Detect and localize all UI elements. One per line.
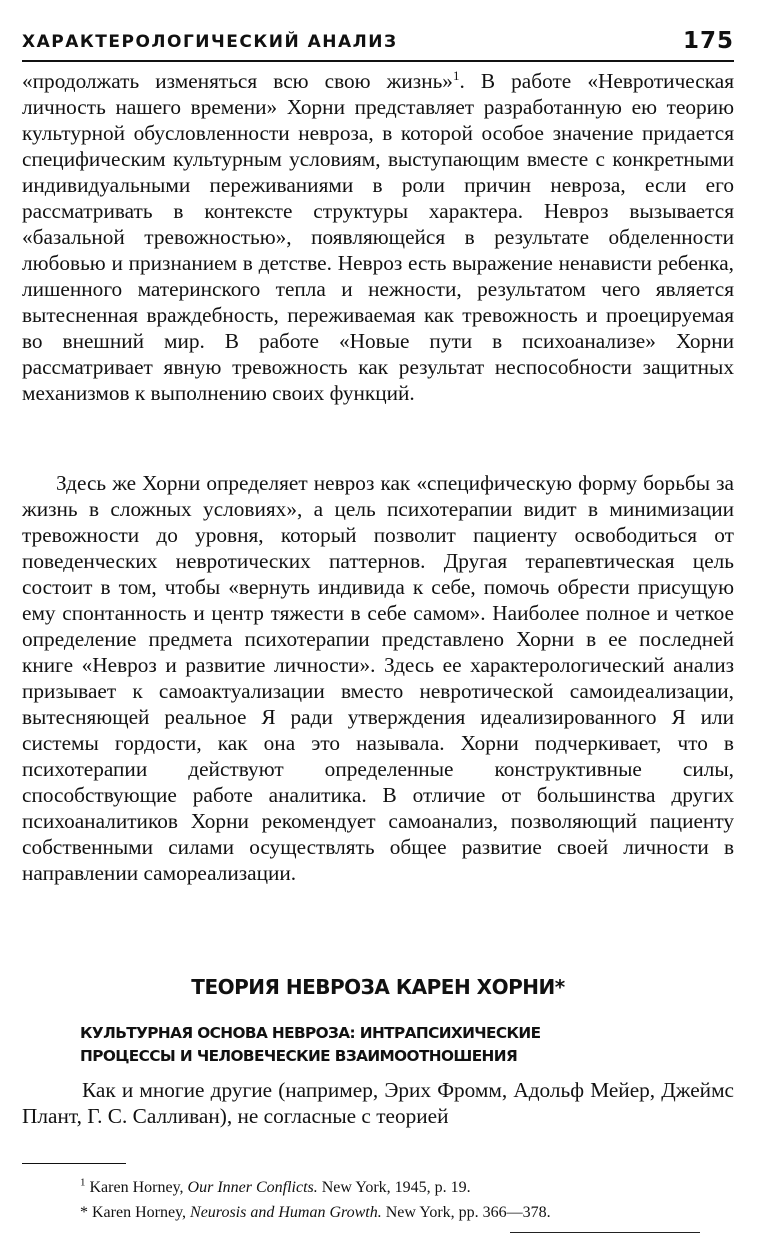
footnote-1 — [80, 1175, 740, 1200]
running-head — [22, 28, 734, 62]
paragraph-2: Здесь же Хорни определяет невроз как «специфическую форму борьбы за жизнь в сложных условиях», а цель психотерапии видит в минимизации тревожности до уровня, который позволит пациенту освободиться от поведенческих невротических паттернов. Другая терапевтическая цель состоит в том, чтобы «вернуть индивида к себе, помочь обрести присущую ему спонтанность и центр тяжести в себе самом». Наиболее полное и четкое определение предмета психотерапии представлено Хорни в ее последней книге «Невроз и развитие личности». Здесь ее характерологический анализ призывает к самоактуализации вместо невротической самоидеализации, вытесняющей реальное Я ради утверждения идеализированного Я или системы гордости, как она это называла. Хорни подчеркивает, что в психотерапии действуют определенные конструктивные силы, способствующие работе аналитика. В отличие от большинства других психоаналитиков Хорни рекомендует самоанализ, позволяющий пациенту собственными силами осуществлять общее развитие своей личности в направлении самореализации. — [22, 471, 734, 885]
footnote-ref-1: 1 — [452, 67, 460, 83]
paragraph-3: Как и многие другие (например, Эрих Фромм, Адольф Мейер, Джеймс Плант, Г. С. Салливан), не согласные с теорией — [22, 1078, 734, 1128]
footnote-1-author: Karen Horney, — [89, 1179, 184, 1196]
footnote-2-title: Neurosis and Human Growth. — [190, 1204, 382, 1221]
footnote-divider — [22, 1163, 126, 1164]
section-subheading — [80, 1022, 720, 1068]
paragraph-1 — [22, 68, 734, 406]
footnote-1-title: Our Inner Conflicts. — [187, 1179, 318, 1196]
subheading-line-1: КУЛЬТУРНАЯ ОСНОВА НЕВРОЗА: ИНТРАПСИХИЧЕСКИЕ — [80, 1024, 541, 1042]
footnote-1-rest: New York, 1945, p. 19. — [321, 1179, 471, 1196]
page-number: 175 — [682, 28, 734, 54]
footnotes — [80, 1175, 740, 1225]
running-head-title: ХАРАКТЕРОЛОГИЧЕСКИЙ АНАЛИЗ — [22, 32, 398, 52]
paragraph-1-rest: . В работе «Невротическая личность нашего времени» Хорни представляет разработанную ею теорию культурной обусловленности невроза, в которой особое значение придается специфическим культурным условиям, выступающим вместе с конкретными индивидуальными переживаниями в роли причин невроза, если его рассматривать в контексте структуры характера. Невроз вызывается «базальной тревожностью», появляющейся в результате обделенности любовью и признанием в детстве. Невроз есть выражение ненависти ребенка, лишенного материнского тепла и нежности, результатом чего является вытесненная враждебность, переживаемая как тревожность и проецируемая во внешний мир. В работе «Новые пути в психоанализе» Хорни рассматривает явную тревожность как результат неспособности защитных механизмов к выполнению своих функций. — [22, 69, 734, 405]
subheading-line-2: ПРОЦЕССЫ И ЧЕЛОВЕЧЕСКИЕ ВЗАИМООТНОШЕНИЯ — [80, 1047, 518, 1065]
footnote-2-mark: * — [80, 1204, 88, 1221]
paragraph-1-start: «продолжать изменяться всю свою жизнь» — [22, 69, 453, 93]
scan-artifact-line — [510, 1232, 700, 1233]
footnote-1-mark: 1 — [80, 1176, 86, 1189]
footnote-2-rest: New York, pp. 366—378. — [385, 1204, 551, 1221]
footnote-2-author: Karen Horney, — [92, 1204, 187, 1221]
footnote-2 — [80, 1200, 740, 1225]
section-heading: ТЕОРИЯ НЕВРОЗА КАРЕН ХОРНИ* — [191, 975, 565, 999]
